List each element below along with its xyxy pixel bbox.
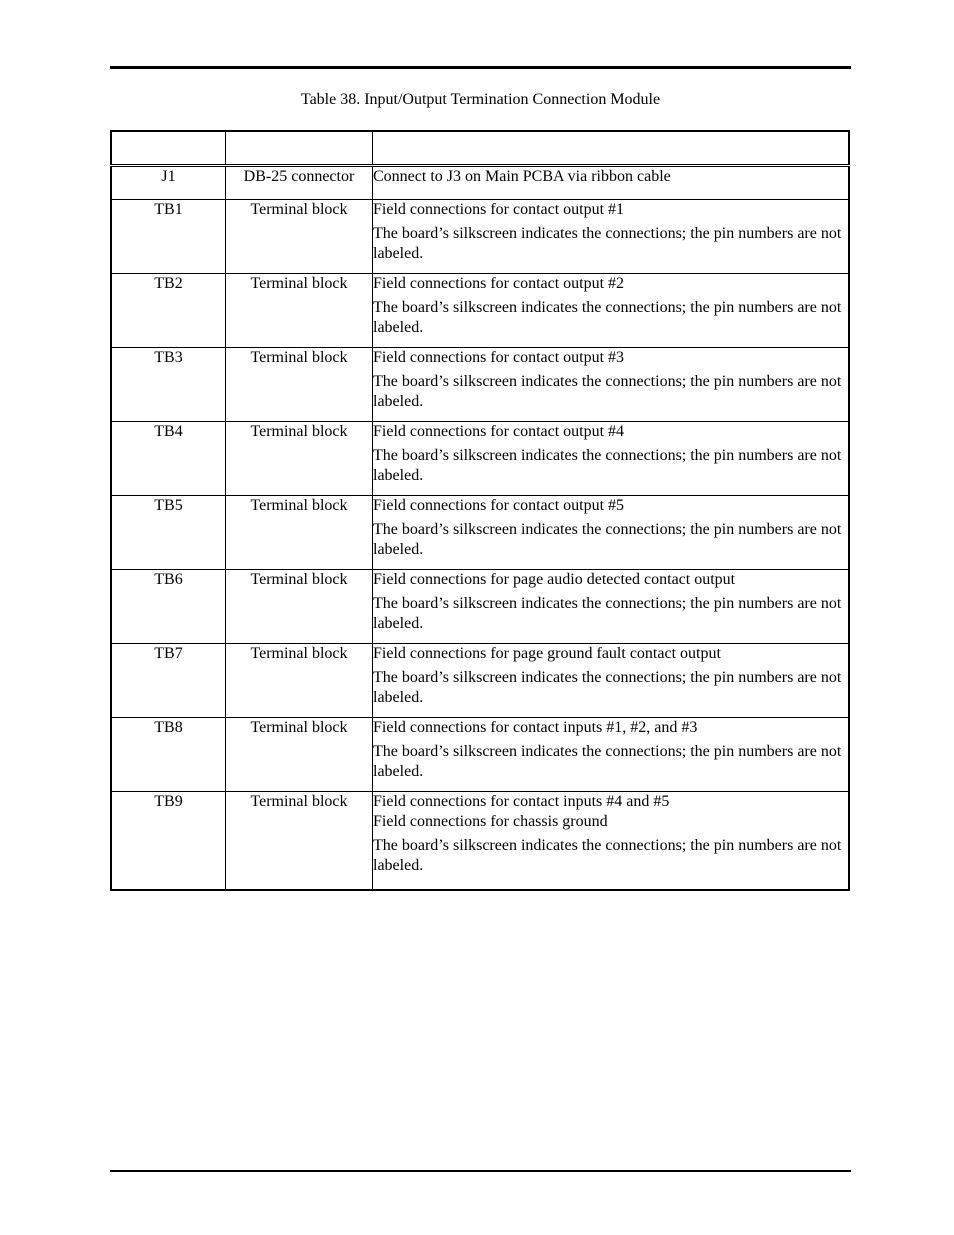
table-row <box>111 422 849 496</box>
cell-type: Terminal block <box>226 718 373 792</box>
description-note: The board’s silkscreen indicates the connections; the pin numbers are not labeled. <box>373 447 842 484</box>
table-row <box>111 792 849 890</box>
header-cell-description <box>373 131 850 166</box>
table-caption: Table 38. Input/Output Termination Connection Module <box>300 91 661 108</box>
description-line: Field connections for page ground fault contact output <box>373 645 721 662</box>
description-line: Field connections for contact output #2 <box>373 275 625 292</box>
description-note: The board’s silkscreen indicates the connections; the pin numbers are not labeled. <box>373 373 842 410</box>
description-note: The board’s silkscreen indicates the connections; the pin numbers are not labeled. <box>373 837 842 874</box>
cell-reference: TB1 <box>111 200 226 274</box>
cell-type: Terminal block <box>226 496 373 570</box>
table-header-row <box>111 131 849 166</box>
cell-description <box>373 792 850 890</box>
header-rule <box>110 66 851 69</box>
cell-type: Terminal block <box>226 792 373 890</box>
cell-type: Terminal block <box>226 570 373 644</box>
description-line: Field connections for contact inputs #4 and #5 <box>373 793 670 810</box>
table-row <box>111 644 849 718</box>
cell-description <box>373 166 850 200</box>
description-line: Field connections for chassis ground <box>373 813 608 830</box>
cell-type: Terminal block <box>226 644 373 718</box>
cell-type: Terminal block <box>226 348 373 422</box>
cell-type: DB-25 connector <box>226 166 373 200</box>
description-line: Field connections for contact output #5 <box>373 497 625 514</box>
description-note: The board’s silkscreen indicates the connections; the pin numbers are not labeled. <box>373 225 842 262</box>
cell-reference: J1 <box>111 166 226 200</box>
cell-reference: TB2 <box>111 274 226 348</box>
cell-reference: TB4 <box>111 422 226 496</box>
description-note: The board’s silkscreen indicates the connections; the pin numbers are not labeled. <box>373 743 842 780</box>
cell-description <box>373 496 850 570</box>
table-row <box>111 718 849 792</box>
cell-type: Terminal block <box>226 200 373 274</box>
description-line: Field connections for contact output #3 <box>373 349 625 366</box>
cell-description <box>373 644 850 718</box>
cell-reference: TB8 <box>111 718 226 792</box>
description-note: The board’s silkscreen indicates the connections; the pin numbers are not labeled. <box>373 669 842 706</box>
io-termination-table <box>110 130 850 891</box>
description-line: Connect to J3 on Main PCBA via ribbon cable <box>373 168 671 185</box>
table-row <box>111 496 849 570</box>
cell-type: Terminal block <box>226 274 373 348</box>
table-row <box>111 570 849 644</box>
footer-rule <box>110 1170 851 1172</box>
cell-reference: TB6 <box>111 570 226 644</box>
cell-reference: TB9 <box>111 792 226 890</box>
header-cell-ref <box>111 131 226 166</box>
description-line: Field connections for page audio detected contact output <box>373 571 736 588</box>
cell-description <box>373 570 850 644</box>
cell-reference: TB7 <box>111 644 226 718</box>
table-row <box>111 348 849 422</box>
cell-description <box>373 348 850 422</box>
cell-description <box>373 274 850 348</box>
cell-description <box>373 422 850 496</box>
description-note: The board’s silkscreen indicates the connections; the pin numbers are not labeled. <box>373 299 842 336</box>
cell-reference: TB3 <box>111 348 226 422</box>
description-line: Field connections for contact output #1 <box>373 201 625 218</box>
table-row <box>111 200 849 274</box>
cell-description <box>373 718 850 792</box>
header-cell-type <box>226 131 373 166</box>
table-row <box>111 274 849 348</box>
cell-type: Terminal block <box>226 422 373 496</box>
cell-reference: TB5 <box>111 496 226 570</box>
table-body <box>111 166 849 890</box>
cell-description <box>373 200 850 274</box>
table-row <box>111 166 849 200</box>
description-note: The board’s silkscreen indicates the connections; the pin numbers are not labeled. <box>373 521 842 558</box>
description-note: The board’s silkscreen indicates the connections; the pin numbers are not labeled. <box>373 595 842 632</box>
description-line: Field connections for contact inputs #1, #2, and #3 <box>373 719 698 736</box>
description-line: Field connections for contact output #4 <box>373 423 625 440</box>
